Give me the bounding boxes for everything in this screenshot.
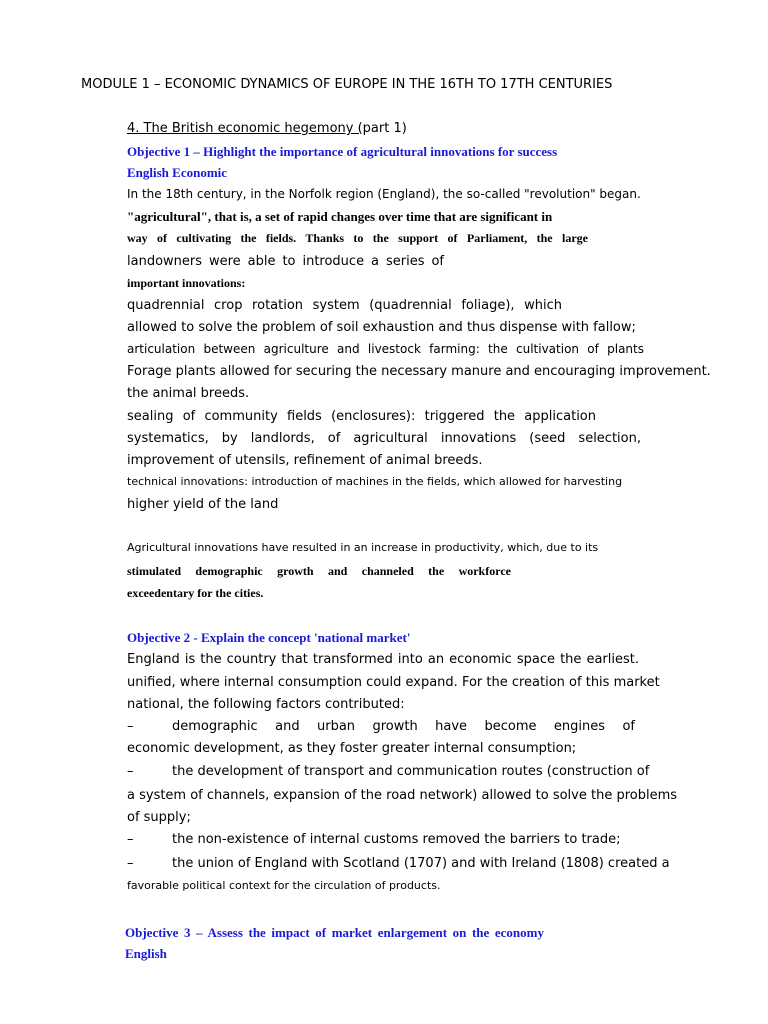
bullet-dash: – <box>127 856 134 871</box>
paragraph-line: technical innovations: introduction of machines in the fields, which allowed for harvesting <box>127 475 623 488</box>
bullet-text: demographic and urban growth have become engines of <box>172 719 635 734</box>
paragraph-line: the animal breeds. <box>127 386 250 401</box>
bullet-dash: – <box>127 832 134 847</box>
paragraph-line: In the 18th century, in the Norfolk region (England), the so-called "revolution" began. <box>127 187 641 201</box>
paragraph-line: improvement of utensils, refinement of animal breeds. <box>127 453 483 468</box>
bullet-continuation: of supply; <box>127 810 191 825</box>
objective-1-subtitle: English Economic <box>127 165 228 180</box>
objective-1-title: Objective 1 – Highlight the importance of agricultural innovations for success <box>127 144 558 159</box>
summary-line: Agricultural innovations have resulted in an increase in productivity, which, due to its <box>127 541 599 554</box>
bullet-text: the union of England with Scotland (1707) and with Ireland (1808) created a <box>172 856 670 871</box>
paragraph-line: sealing of community fields (enclosures): triggered the application <box>127 409 596 424</box>
section-heading <box>127 121 407 137</box>
summary-line: stimulated demographic growth and channeled the workforce <box>127 564 511 578</box>
module-title: MODULE 1 – ECONOMIC DYNAMICS OF EUROPE IN THE 16TH TO 17TH CENTURIES <box>81 77 613 92</box>
paragraph-line: articulation between agriculture and livestock farming: the cultivation of plants <box>127 342 644 356</box>
bullet-text: the non-existence of internal customs removed the barriers to trade; <box>172 832 621 847</box>
paragraph-line: landowners were able to introduce a series of <box>127 254 444 269</box>
paragraph-line: systematics, by landlords, of agricultural innovations (seed selection, <box>127 431 641 446</box>
bullet-item <box>127 856 670 872</box>
bullet-dash: – <box>127 764 134 779</box>
objective-2-title: Objective 2 - Explain the concept 'national market' <box>127 630 411 645</box>
paragraph-line: "agricultural", that is, a set of rapid changes over time that are significant in <box>127 209 553 224</box>
bullet-item <box>127 719 635 735</box>
bullet-item <box>127 764 649 780</box>
paragraph-line: important innovations: <box>127 276 246 290</box>
section-heading-underlined: 4. The British economic hegemony ( <box>127 121 363 136</box>
bullet-continuation: economic development, as they foster greater internal consumption; <box>127 741 577 756</box>
bullet-text: the development of transport and communication routes (construction of <box>172 764 650 779</box>
summary-line: exceedentary for the cities. <box>127 586 264 600</box>
paragraph-line: national, the following factors contributed: <box>127 697 405 712</box>
objective-3-title: Objective 3 – Assess the impact of market enlargement on the economy <box>125 925 544 940</box>
bullet-continuation: favorable political context for the circulation of products. <box>127 879 441 892</box>
objective-3-subtitle: English <box>125 946 167 961</box>
bullet-continuation: a system of channels, expansion of the road network) allowed to solve the problems <box>127 788 678 803</box>
paragraph-line: unified, where internal consumption could expand. For the creation of this market <box>127 675 660 690</box>
section-heading-rest: part 1) <box>362 121 407 136</box>
bullet-item <box>127 832 620 848</box>
paragraph-line: Forage plants allowed for securing the necessary manure and encouraging improvement. <box>127 364 711 379</box>
paragraph-line: way of cultivating the fields. Thanks to the support of Parliament, the large <box>127 231 588 245</box>
paragraph-line: allowed to solve the problem of soil exhaustion and thus dispense with fallow; <box>127 320 636 335</box>
paragraph-line: quadrennial crop rotation system (quadrennial foliage), which <box>127 298 562 313</box>
paragraph-line: England is the country that transformed into an economic space the earliest. <box>127 652 639 667</box>
paragraph-line: higher yield of the land <box>127 497 279 512</box>
bullet-dash: – <box>127 719 134 734</box>
